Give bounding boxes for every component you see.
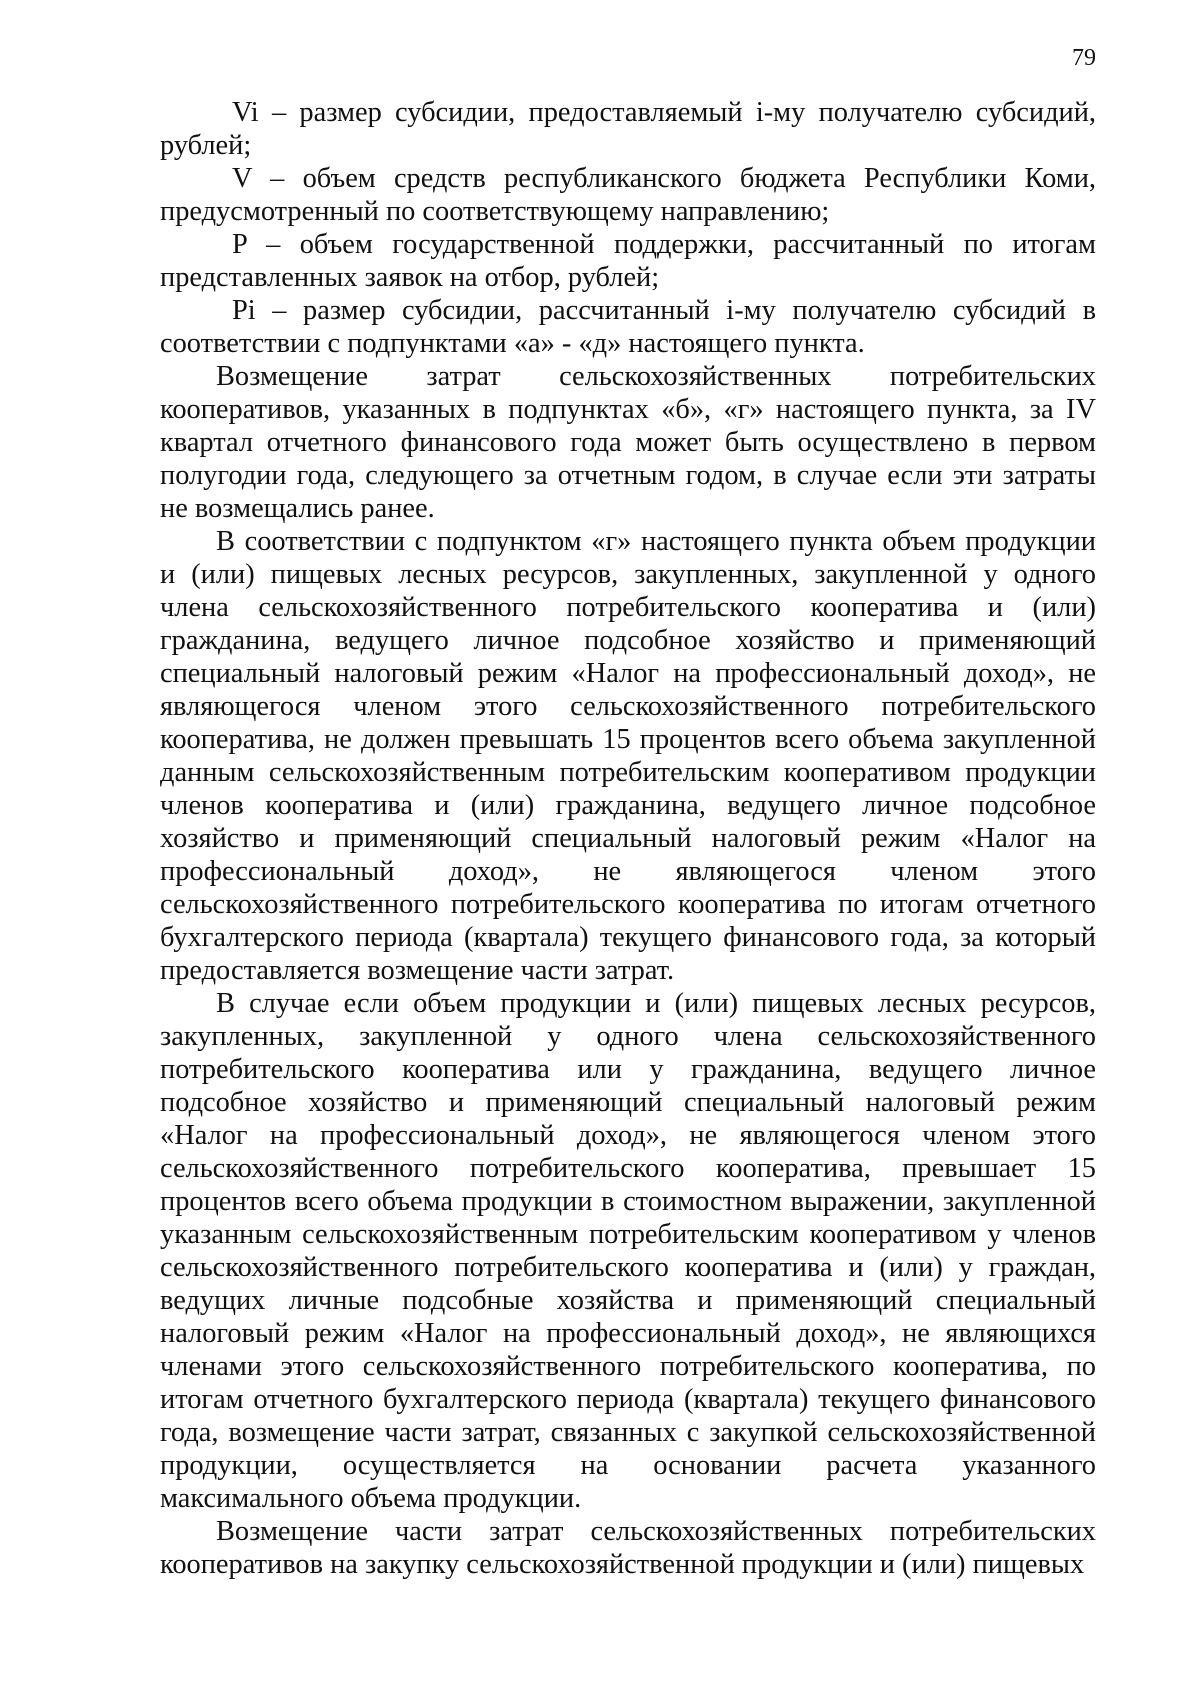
paragraph-cost-reimbursement-q4: Возмещение затрат сельскохозяйственных потребительских кооперативов, указанных в подпунктах «б», «г» настоящего пункта, за IV квартал отчетного финансового года может быть осуществлено в первом полугодии года, следующего за отчетным годом, в случае если эти затраты не возмещались ранее. (160, 361, 1096, 524)
definition-vi: Vi – размер субсидии, предоставляемый i-му получателю субсидий, рублей; (160, 97, 1096, 161)
document-body (160, 96, 1096, 1581)
paragraph-volume-exceeded: В случае если объем продукции и (или) пищевых лесных ресурсов, закупленных, закупленной у одного члена сельскохозяйственного потребительского кооператива или у гражданина, ведущего личное подсобное хозяйство и применяющий специальный налоговый режим «Налог на профессиональный доход», не являющегося членом этого сельскохозяйственного потребительского кооператива, превышает 15 процентов всего объема продукции в стоимостном выражении, закупленной указанным сельскохозяйственным потребительским кооперативом у членов сельскохозяйственного потребительского кооператива и (или) у граждан, ведущих личные подсобные хозяйства и применяющий специальный налоговый режим «Налог на профессиональный доход», не являющихся членами этого сельскохозяйственного потребительского кооператива, по итогам отчетного бухгалтерского периода (квартала) текущего финансового года, возмещение части затрат, связанных с закупкой сельскохозяйственной продукции, осуществляется на основании расчета указанного максимального объема продукции. (160, 988, 1096, 1514)
paragraph-reimbursement-purchase: Возмещение части затрат сельскохозяйственных потребительских кооперативов на закупку сельскохозяйственной продукции и (или) пищевых (160, 1516, 1096, 1580)
definition-v: V – объем средств республиканского бюджета Республики Коми, предусмотренный по соответствующему направлению; (160, 163, 1096, 227)
page-number: 79 (1072, 45, 1096, 71)
definition-pi: Pi – размер субсидии, рассчитанный i-му получателю субсидий в соответствии с подпунктами «а» - «д» настоящего пункта. (160, 295, 1096, 359)
definition-p: P – объем государственной поддержки, рассчитанный по итогам представленных заявок на отбор, рублей; (160, 229, 1096, 293)
paragraph-volume-limit: В соответствии с подпунктом «г» настоящего пункта объем продукции и (или) пищевых лесных ресурсов, закупленных, закупленной у одного члена сельскохозяйственного потребительского кооператива и (или) гражданина, ведущего личное подсобное хозяйство и применяющий специальный налоговый режим «Налог на профессиональный доход», не являющегося членом этого сельскохозяйственного потребительского кооператива, не должен превышать 15 процентов всего объема закупленной данным сельскохозяйственным потребительским кооперативом продукции членов кооператива и (или) гражданина, ведущего личное подсобное хозяйство и применяющий специальный налоговый режим «Налог на профессиональный доход», не являющегося членом этого сельскохозяйственного потребительского кооператива по итогам отчетного бухгалтерского периода (квартала) текущего финансового года, за который предоставляется возмещение части затрат. (160, 526, 1096, 986)
